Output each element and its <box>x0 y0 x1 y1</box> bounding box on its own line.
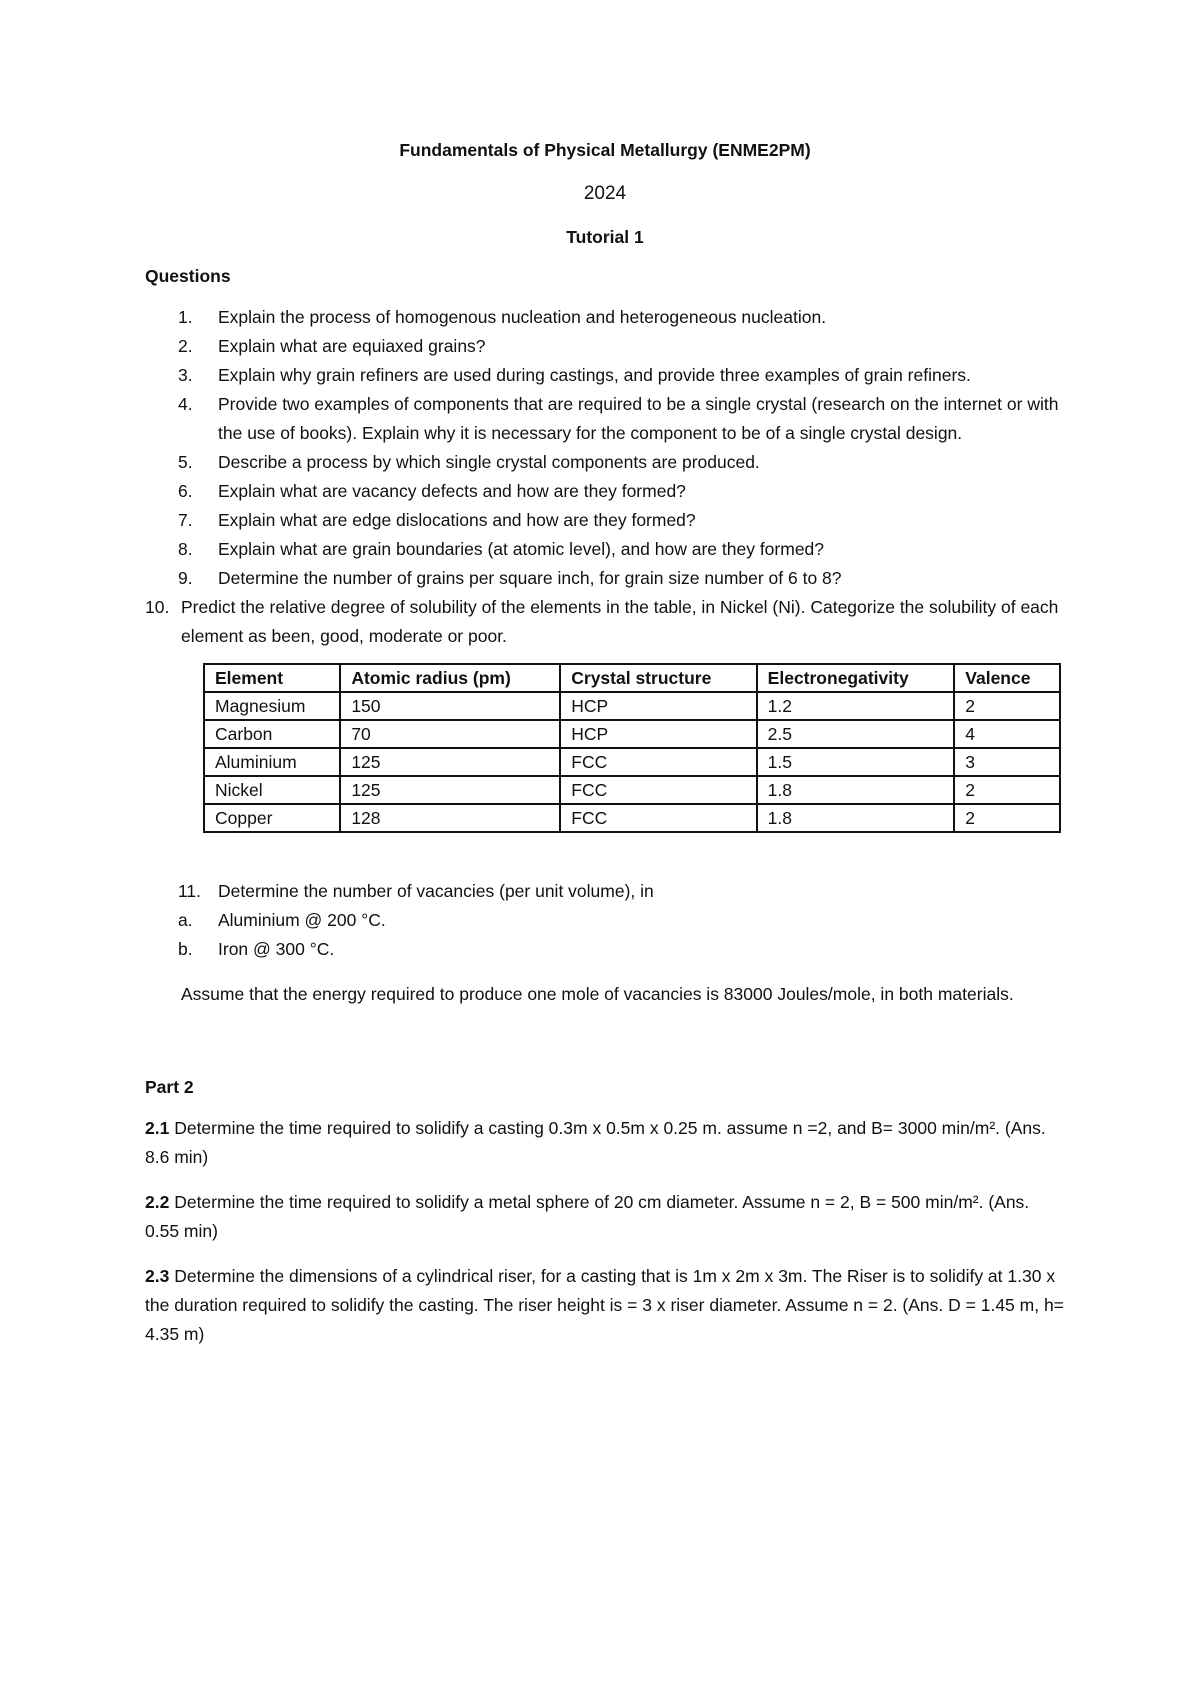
problem-2-3: 2.3 Determine the dimensions of a cylindrical riser, for a casting that is 1m x 2m x 3m. The Riser is to solidify at 1.30 x the duration required to solidify the casting. The riser height is = 3 x riser diameter. Assume n = 2. (Ans. D = 1.45 m, h= 4.35 m) <box>145 1266 1064 1344</box>
column-header: Valence <box>954 664 1060 692</box>
list-item: 11. Determine the number of vacancies (per unit volume), in <box>178 881 654 901</box>
table-cell: Nickel <box>204 776 340 804</box>
list-item: 5. Describe a process by which single crystal components are produced. <box>178 452 760 472</box>
table-row <box>204 720 1060 748</box>
document-title: Fundamentals of Physical Metallurgy (ENME2PM) <box>399 140 811 160</box>
table-cell: 4 <box>954 720 1060 748</box>
table-cell: 3 <box>954 748 1060 776</box>
table-cell: 1.2 <box>757 692 955 720</box>
list-item: 9. Determine the number of grains per square inch, for grain size number of 6 to 8? <box>178 568 842 588</box>
table-row <box>204 804 1060 832</box>
tutorial-document <box>145 140 1065 1349</box>
table-cell: 1.5 <box>757 748 955 776</box>
table-cell: 2 <box>954 692 1060 720</box>
questions-heading: Questions <box>145 266 231 286</box>
problem-2-2: 2.2 Determine the time required to solidify a metal sphere of 20 cm diameter. Assume n = 2, B = 500 min/m². (Ans. 0.55 min) <box>145 1192 1030 1241</box>
list-item: 2. Explain what are equiaxed grains? <box>178 336 486 356</box>
table-header-row <box>204 664 1060 692</box>
table-row <box>204 776 1060 804</box>
list-item: 1. Explain the process of homogenous nucleation and heterogeneous nucleation. <box>178 307 827 327</box>
table-cell: 128 <box>340 804 560 832</box>
tutorial-label: Tutorial 1 <box>566 227 644 247</box>
table-cell: Carbon <box>204 720 340 748</box>
table-cell: 2.5 <box>757 720 955 748</box>
table-cell: 125 <box>340 776 560 804</box>
table-cell: FCC <box>560 748 756 776</box>
column-header: Element <box>204 664 340 692</box>
table-cell: Copper <box>204 804 340 832</box>
list-item: 10. Predict the relative degree of solubility of the elements in the table, in Nickel (Ni). Categorize the solubility of each element as been, good, moderate or poor. <box>145 597 1059 646</box>
table-cell: 125 <box>340 748 560 776</box>
assumption-paragraph: Assume that the energy required to produce one mole of vacancies is 83000 Joules/mole, in both materials. <box>181 984 1014 1004</box>
table-cell: HCP <box>560 692 756 720</box>
problem-2-1: 2.1 Determine the time required to solidify a casting 0.3m x 0.5m x 0.25 m. assume n =2, and B= 3000 min/m². (Ans. 8.6 min) <box>145 1118 1046 1167</box>
table-row <box>204 748 1060 776</box>
list-item: 3. Explain why grain refiners are used during castings, and provide three examples of grain refiners. <box>178 365 971 385</box>
table-cell: 70 <box>340 720 560 748</box>
sub-item: a. Aluminium @ 200 °C. <box>178 910 386 930</box>
questions-list <box>145 303 1065 651</box>
document-year: 2024 <box>583 183 627 204</box>
table-cell: 1.8 <box>757 776 955 804</box>
column-header: Atomic radius (pm) <box>340 664 560 692</box>
solubility-table <box>203 663 1061 833</box>
table-cell: FCC <box>560 804 756 832</box>
question-11 <box>145 877 1065 964</box>
column-header: Crystal structure <box>560 664 756 692</box>
list-item: 8. Explain what are grain boundaries (at atomic level), and how are they formed? <box>178 539 825 559</box>
table-cell: 1.8 <box>757 804 955 832</box>
part-2-heading: Part 2 <box>145 1077 194 1097</box>
list-item: 6. Explain what are vacancy defects and how are they formed? <box>178 481 686 501</box>
table-cell: FCC <box>560 776 756 804</box>
table-cell: Magnesium <box>204 692 340 720</box>
table-cell: Aluminium <box>204 748 340 776</box>
table-cell: 2 <box>954 776 1060 804</box>
list-item: 7. Explain what are edge dislocations and how are they formed? <box>178 510 696 530</box>
column-header: Electronegativity <box>757 664 955 692</box>
list-item: 4. Provide two examples of components that are required to be a single crystal (research on the internet or with the use of books). Explain why it is necessary for the component to be of a single crystal design. <box>178 394 1059 443</box>
sub-item: b. Iron @ 300 °C. <box>178 939 335 959</box>
table-cell: 2 <box>954 804 1060 832</box>
table-cell: HCP <box>560 720 756 748</box>
table-row <box>204 692 1060 720</box>
table-cell: 150 <box>340 692 560 720</box>
